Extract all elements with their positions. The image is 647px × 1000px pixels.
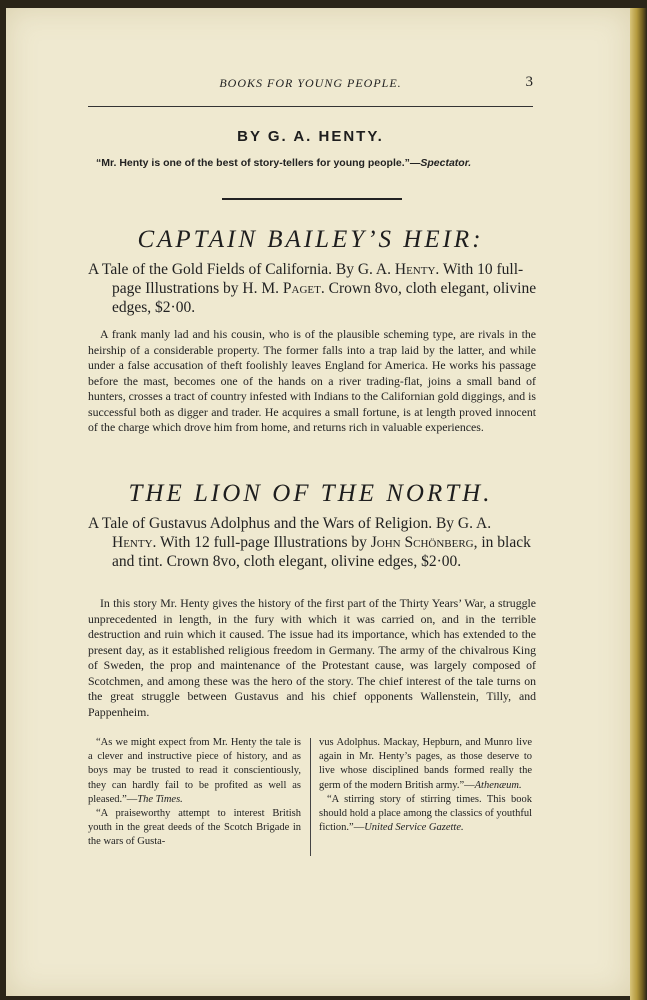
book-title: CAPTAIN BAILEY’S HEIR: [137,226,484,253]
book-description [88,260,538,317]
page-edge [630,8,647,1000]
illustrator-name: Paget [282,280,321,297]
book-desc-text: A Tale of the Gold Fields of California. By G. A. [88,261,395,278]
review-continued [319,736,532,793]
review [319,793,532,836]
review-source: United Service Gazette. [364,822,464,834]
book-desc-text: A Tale of Gustavus Adolphus and the Wars of Religion. By G. A. [88,515,492,532]
review-text: “A stirring story of stirring times. This book should hold a place among the classics of youthful fiction.”— [319,793,532,834]
book-desc-text: . With 10 full-page Illustrations by H. M. [112,261,524,297]
book-desc-text: . Crown 8vo, cloth elegant, olivine edges, $2·00. [112,280,537,316]
review [88,807,301,850]
review-source: The Times. [137,793,183,805]
review-text: “A praiseworthy attempt to interest British youth in the great deeds of the Scotch Brigade in the wars of Gusta- [88,808,301,848]
review-text: “As we might expect from Mr. Henty the tale is a clever and instructive piece of history, and as boys may be trusted to read it conscientiously, they can hardly fail to be profited as well as pleased.”— [88,737,301,805]
book-description [88,514,538,571]
book-title: THE LION OF THE NORTH. [128,480,493,507]
author-quote-text: “Mr. Henty is one of the best of story-tellers for young people.”— [96,157,421,169]
column-divider [310,738,311,856]
author-name: Henty [394,261,436,278]
book-desc-text: . With 12 full-page Illustrations by [152,534,371,551]
reviews-column-left [88,736,301,850]
review-source: Athenæum. [474,779,522,791]
review-text: vus Adolphus. Mackay, Hepburn, and Munro live again in Mr. Henty’s pages, as those deserve to live whose disciplined bands formed really the germ of the modern British army.”— [319,737,532,791]
illustrator-name: John Schönberg [370,534,474,551]
page-number: 3 [525,74,533,90]
book-summary: In this story Mr. Henty gives the history of the first part of the Thirty Years’ War, a struggle unprecedented in length, in the fury with which it was carried on, and in the terrible destruction and ruin which it caused. The issue had its importance, which has extended to the present day, as it established religious freedom in Germany. The army of the chivalrous King of Sweden, the prop and maintenance of the Protestant cause, was largely composed of Scotchmen, and among these was the hero of the story. The chief interest of the tale turns on the great struggle between Gustavus and his chief opponents Wallenstein, Tilly, and Pappenheim. [88,596,536,719]
review [88,736,301,807]
section-divider [222,198,402,200]
author-name: Henty [112,534,153,551]
author-quote [96,157,536,169]
author-heading: BY G. A. HENTY. [237,128,384,145]
running-head: BOOKS FOR YOUNG PEOPLE. [219,76,402,90]
page-header [88,76,533,107]
reviews-column-right [319,736,532,835]
book-summary: A frank manly lad and his cousin, who is of the plausible scheming type, are rivals in the heirship of a considerable property. The former falls into a trap laid by the latter, and while under a false accusation of theft foolishly leaves England for America. He works his passage before the mast, becomes one of the hands on a river trading-flat, joins a small band of hunters, crosses a tract of country infested with Indians to the Californian gold diggings, and is successful both as digger and trader. He acquires a small fortune, is at length proved innocent of the charge which drove him from home, and returns rich in valuable experiences. [88,327,536,434]
book-desc-text: , in black and tint. Crown 8vo, cloth elegant, olivine edges, $2·00. [112,534,531,570]
author-quote-source: Spectator. [420,157,472,169]
press-reviews [88,736,536,866]
